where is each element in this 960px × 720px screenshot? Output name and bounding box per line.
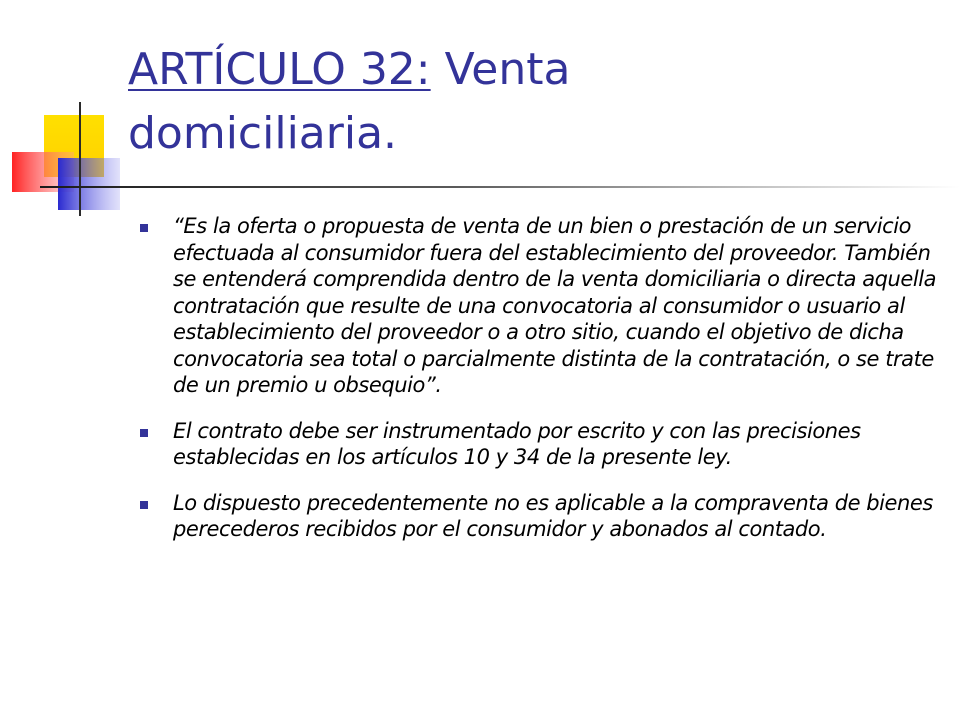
deco-blue-square [58, 158, 120, 210]
title-divider-rule [40, 186, 960, 188]
square-bullet-icon [140, 429, 148, 437]
bullet-text: Lo dispuesto precedentemente no es aplicable a la compraventa de bienes perecederos recibidos por el consumidor y abonados al contado. [173, 490, 933, 541]
title-rest-line2: domiciliaria. [128, 108, 398, 159]
bullet-item [0, 490, 943, 543]
slide-title [128, 38, 928, 166]
bullet-item [0, 418, 943, 471]
bullet-text: El contrato debe ser instrumentado por escrito y con las precisiones establecidas en los artículos 10 y 34 de la presente ley. [173, 418, 861, 469]
decorative-squares-graphic [0, 0, 140, 230]
square-bullet-icon [140, 224, 148, 232]
title-rest-line1: Venta [430, 44, 571, 95]
bullet-item [0, 213, 943, 399]
bullet-text: “Es la oferta o propuesta de venta de un bien o prestación de un servicio efectuada al consumidor fuera del establecimiento del proveedor. También se entenderá comprendida dentro de la venta domiciliaria o directa aquella contratación que resulte de una convocatoria al consumidor o usuario al establecimiento del proveedor o a otro sitio, cuando el objetivo de dicha convocatoria sea total o parcialmente distinta de la contratación, o se trate de un premio u obsequio”. [173, 214, 937, 397]
title-article-link[interactable]: ARTÍCULO 32: [128, 44, 431, 95]
deco-vertical-line [79, 102, 81, 216]
bullet-list [0, 213, 960, 562]
square-bullet-icon [140, 501, 148, 509]
